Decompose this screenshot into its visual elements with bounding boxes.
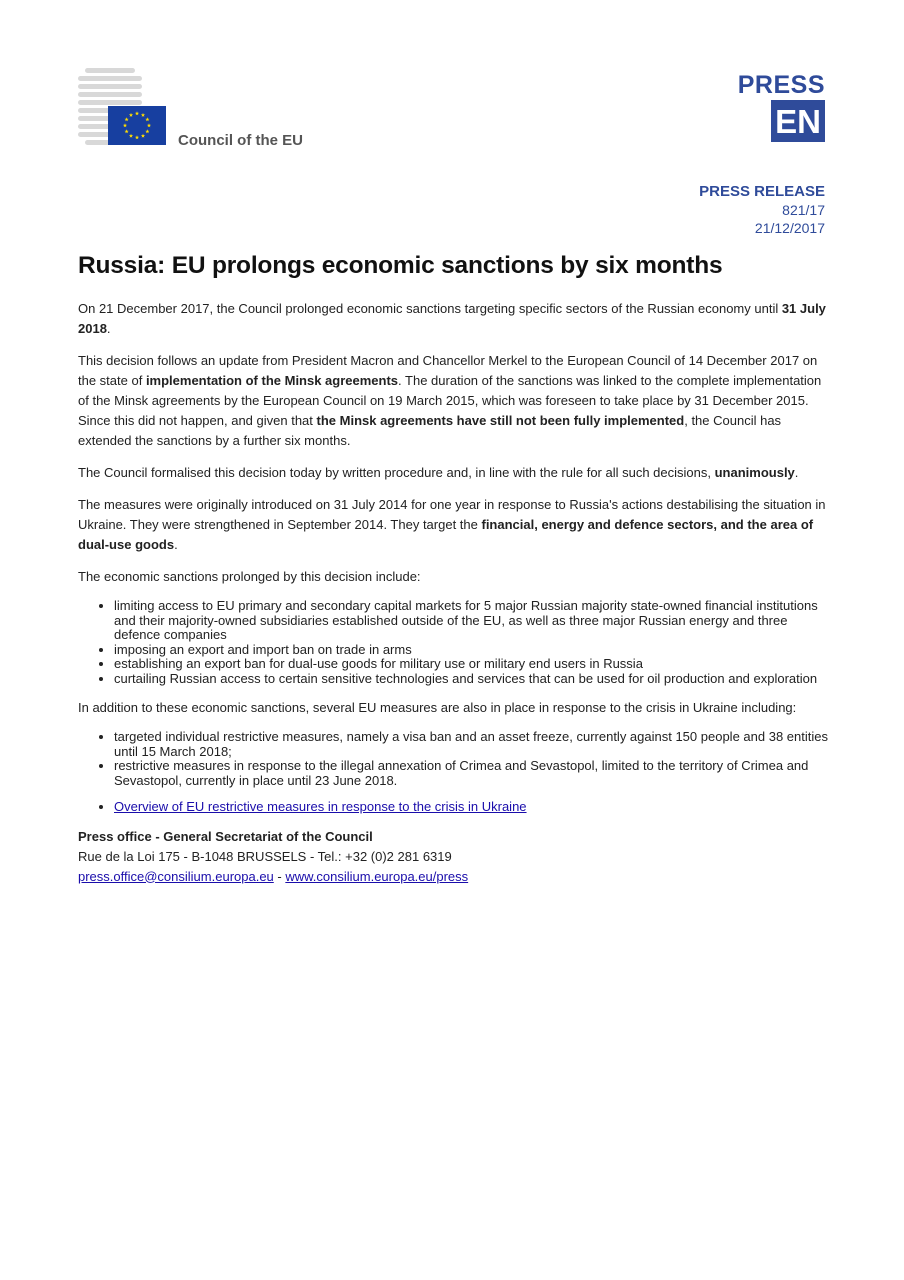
council-logo: [78, 68, 318, 158]
press-word: PRESS: [737, 71, 825, 99]
list-item: • limiting access to EU primary and secondary capital markets for 5 major Russian majority state-owned financial institutions and their majority-owned subsidiaries established outside of the EU, as well as three major Russian energy and three defence companies: [114, 599, 828, 643]
list-item: [114, 800, 828, 815]
release-label: PRESS RELEASE: [699, 183, 825, 200]
other-measures-list: [78, 730, 828, 788]
page-title: Russia: EU prolongs economic sanctions by six months: [78, 252, 723, 279]
flag-star: [147, 123, 151, 127]
website-link[interactable]: www.consilium.europa.eu/press: [285, 868, 469, 884]
eu-flag-icon: [108, 106, 166, 145]
press-contact: [78, 827, 828, 887]
release-date: 21/12/2017: [754, 220, 825, 236]
list-item: • restrictive measures in response to the illegal annexation of Crimea and Sevastopol, limited to the territory of Crimea and Sevastopol, currently in place until 23 June 2018.: [114, 759, 828, 788]
list-item: • imposing an export and import ban on trade in arms: [114, 643, 828, 658]
flag-star: [123, 123, 127, 127]
release-meta: [699, 183, 825, 237]
flag-star: [129, 134, 133, 138]
paragraph-4: The measures were originally introduced on 31 July 2014 for one year in response to Russia's actions destabilising the situation in Ukraine. They were strengthened in September 2014. They target the financial, energy and defence sectors, and the area of dual-use goods.: [78, 497, 826, 552]
flag-star: [129, 113, 133, 117]
paragraph-3: The Council formalised this decision today by written procedure and, in line with the rule for all such decisions, unanimously.: [78, 465, 799, 480]
flag-star: [135, 135, 139, 139]
related-links: [78, 800, 828, 815]
contact-address: Rue de la Loi 175 - B-1048 BRUSSELS - Tel.: +32 (0)2 281 6319: [78, 848, 452, 864]
flag-star: [125, 117, 129, 121]
paragraph-2: This decision follows an update from President Macron and Chancellor Merkel to the European Council of 14 December 2017 on the state of implementation of the Minsk agreements. The duration of the sanctions was linked to the complete implementation of the Minsk agreements by the European Council on 19 March 2015, which was foreseen to take place by 31 December 2015. Since this did not happen, and given that the Minsk agreements have still not been fully implemented, the Council has extended the sanctions by a further six months.: [78, 353, 822, 448]
list-item: • curtailing Russian access to certain sensitive technologies and services that can be used for oil production and exploration: [114, 672, 828, 687]
flag-star: [145, 117, 149, 121]
link-separator: -: [273, 868, 286, 884]
contact-title: Press office - General Secretariat of the Council: [78, 828, 373, 844]
flag-star: [135, 111, 139, 115]
flag-star: [145, 129, 149, 133]
paragraph-6: In addition to these economic sanctions, several EU measures are also in place in response to the crisis in Ukraine including:: [78, 700, 797, 715]
flag-star: [141, 134, 145, 138]
flag-star: [125, 129, 129, 133]
flag-star: [141, 113, 145, 117]
paragraph-5: The economic sanctions prolonged by this decision include:: [78, 569, 421, 584]
email-link[interactable]: press.office@consilium.europa.eu: [78, 868, 274, 884]
release-body: [78, 299, 828, 887]
org-name: Council of the EU: [178, 132, 303, 149]
press-badge: [738, 72, 825, 142]
sanctions-list: [78, 599, 828, 686]
list-item: • establishing an export ban for dual-use goods for military use or military end users in Russia: [114, 657, 828, 672]
overview-link[interactable]: Overview of EU restrictive measures in response to the crisis in Ukraine: [114, 799, 527, 814]
list-item: • targeted individual restrictive measures, namely a visa ban and an asset freeze, currently against 150 people and 38 entities until 15 March 2018;: [114, 730, 828, 759]
language-badge: EN: [771, 100, 825, 142]
paragraph-1: On 21 December 2017, the Council prolonged economic sanctions targeting specific sectors of the Russian economy until 31 July 2018.: [78, 301, 826, 336]
release-number: 821/17: [782, 202, 825, 218]
